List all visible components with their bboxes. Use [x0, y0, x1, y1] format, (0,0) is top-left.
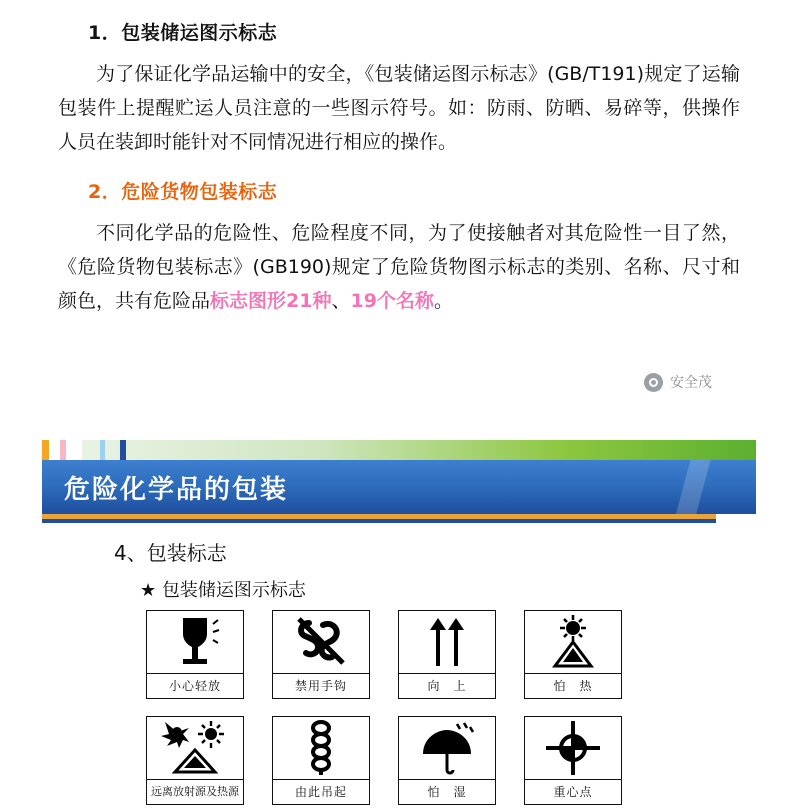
slide-top-color-bar: [82, 440, 756, 460]
sign-card: [524, 610, 622, 699]
keep-dry-icon: [399, 717, 495, 779]
sign-label: 由此吊起: [273, 779, 369, 804]
section-1-line-1: 为了保证化学品运输中的安全，《包装储运图示标志》(GB/T191)规定: [96, 63, 683, 85]
sign-card: [524, 716, 622, 805]
section-1-line-3: 碎等，供操作人员在装卸时能针对不同情况进行相应的操作。: [58, 97, 740, 153]
sign-grid: [146, 610, 756, 805]
circle-logo-icon: [644, 373, 663, 392]
protect-from-radiation-icon: [147, 717, 243, 779]
slide-banner: [42, 460, 756, 514]
sling-here-icon: [273, 717, 369, 779]
sign-card: [272, 610, 370, 699]
section-2-line-2: 了然，《危险货物包装标志》(GB190)规定了危险货物图示标志的类别、: [58, 222, 740, 278]
sign-card: [146, 716, 244, 805]
section-2-line-3a: 名称、尺寸和颜色，共有危险品: [58, 256, 740, 312]
sign-card: [398, 610, 496, 699]
section-2-paragraph: [58, 216, 740, 318]
sign-card: [272, 716, 370, 805]
watermark-label: 安全茂: [670, 375, 712, 391]
keep-away-from-heat-icon: [525, 611, 621, 673]
section-2-line-3c: 。: [433, 290, 453, 312]
section-2-heading: 2．危险货物包装标志: [88, 181, 278, 203]
article-block: [0, 0, 798, 318]
topbar-tick-pink: [60, 440, 66, 460]
center-of-gravity-icon: [525, 717, 621, 779]
section-2-line-1: 不同化学品的危险性、危险程度不同，为了使接触者对其危险性一目: [96, 222, 682, 244]
section-2-line-3b: 、: [331, 290, 351, 312]
slide-body: [42, 523, 756, 805]
sign-card: [146, 610, 244, 699]
topbar-tick-orange: [42, 440, 49, 460]
section-1-line-2: 了运输包装件上提醒贮运人员注意的一些图示符号。如：防雨、防晒、易: [58, 63, 740, 119]
sign-label: 远离放射源及热源: [147, 779, 243, 803]
no-hooks-icon: [273, 611, 369, 673]
sign-label: 重心点: [525, 779, 621, 804]
sign-card: [398, 716, 496, 805]
slide-banner-title: 危险化学品的包装: [64, 474, 289, 505]
slide-heading: 4、包装标志: [114, 541, 227, 565]
banner-highlight-stripe: [636, 460, 756, 514]
sign-label: 小心轻放: [147, 673, 243, 698]
topbar-tick-lightblue: [100, 440, 105, 460]
sign-label: 怕 热: [525, 673, 621, 698]
sign-label: 向 上: [399, 673, 495, 698]
watermark: [644, 372, 712, 392]
sign-label: 禁用手钩: [273, 673, 369, 698]
highlight-name-count: 19个名称: [350, 290, 434, 312]
section-1-heading: 1．包装储运图示标志: [88, 22, 278, 44]
fragile-glass-icon: [147, 611, 243, 673]
section-1-paragraph: [58, 57, 740, 159]
sign-label: 怕 湿: [399, 779, 495, 804]
topbar-tick-blue: [120, 440, 126, 460]
slide-image: [42, 440, 756, 810]
slide-subheading: ★ 包装储运图示标志: [140, 580, 306, 601]
this-way-up-icon: [399, 611, 495, 673]
highlight-shape-count: 标志图形21种: [210, 290, 332, 312]
